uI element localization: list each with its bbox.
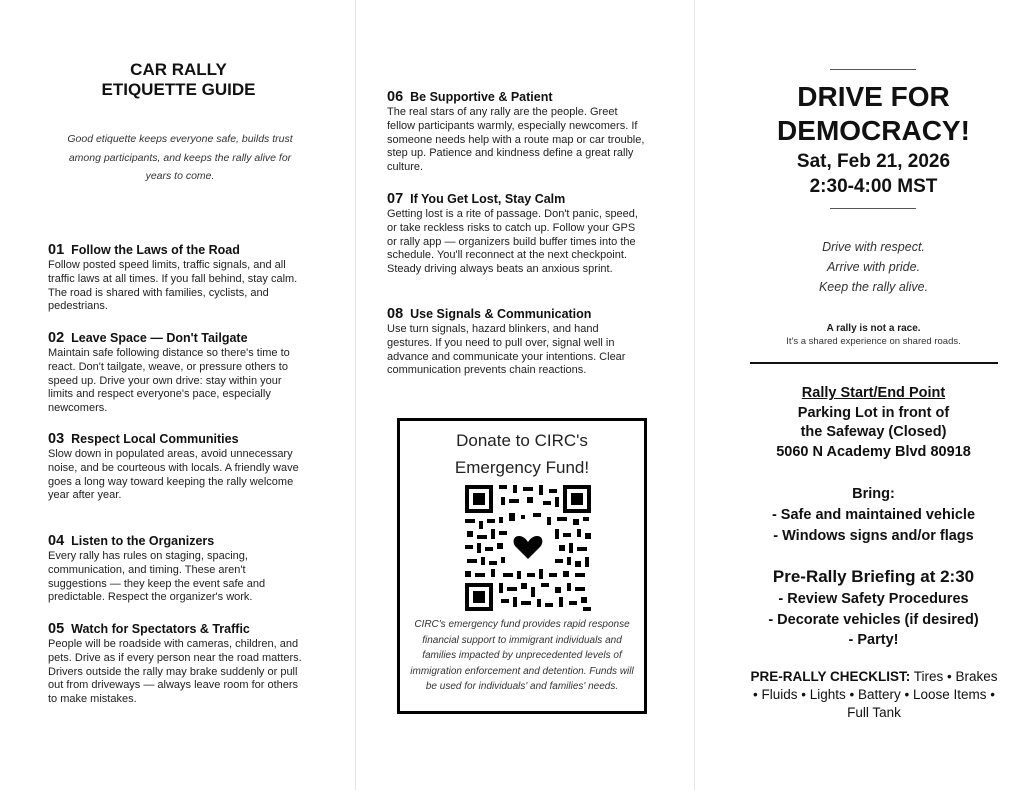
rule-title: Leave Space — Don't Tailgate xyxy=(71,331,248,345)
rule-number: 06 xyxy=(387,89,404,105)
rule-item xyxy=(48,330,306,416)
list-item: - Decorate vehicles (if desired) xyxy=(768,611,979,628)
rule-item xyxy=(48,431,306,503)
briefing-list xyxy=(695,565,1032,651)
donate-caption: CIRC's emergency fund provides rapid response financial support to immigrant individuals and families impacted by unprecedented levels of immigration enforcement and detention. Funds will be used for individuals' and families' needs. xyxy=(410,619,634,693)
rule-body: Slow down in populated areas, avoid unnecessary noise, and be courteous with locals. A friendly wave goes a long way toward keeping the rally welcome year after year. xyxy=(48,448,299,502)
start-heading: Rally Start/End Point xyxy=(801,385,946,401)
rule-title: Use Signals & Communication xyxy=(410,307,592,321)
rule-number: 08 xyxy=(387,306,404,322)
rule-item xyxy=(48,621,306,707)
checklist-label: PRE-RALLY CHECKLIST: xyxy=(750,669,911,684)
qr-code-icon[interactable] xyxy=(463,483,593,613)
rule-title: Listen to the Organizers xyxy=(71,534,215,548)
rule-title: Respect Local Communities xyxy=(71,432,239,446)
rule-number: 02 xyxy=(48,330,65,346)
rule-item xyxy=(387,191,645,277)
guide-intro: Good etiquette keeps everyone safe, builds trust among participants, and keeps the rally alive for years to come. xyxy=(67,133,293,182)
rule-body: Use turn signals, hazard blinkers, and hand gestures. If you need to pull over, signal well in advance and communicate your intentions. Clear communication prevents chain reactions. xyxy=(387,323,626,377)
rule-number: 04 xyxy=(48,533,65,549)
rule-body: The real stars of any rally are the people. Greet fellow participants warmly, especially newcomers. If someone needs help with a route map or car trouble, step up. Patience and kindness define a great rally culture. xyxy=(387,106,645,174)
panel-etiquette-continued xyxy=(357,0,695,790)
divider xyxy=(830,208,916,209)
bring-list xyxy=(695,484,1032,547)
donate-title: Donate to CIRC's Emergency Fund! xyxy=(454,431,590,477)
panel-event-details xyxy=(695,0,1032,790)
rule-item xyxy=(387,89,645,175)
rule-number: 03 xyxy=(48,431,65,447)
rule-title: Be Supportive & Patient xyxy=(410,90,553,104)
start-point: Rally Start/End Point Parking Lot in front of the Safeway (Closed) 5060 N Academy Blvd 80918 xyxy=(695,384,1032,462)
rule-number: 05 xyxy=(48,621,65,637)
rule-body: Getting lost is a rite of passage. Don't panic, speed, or take reckless risks to catch up. Follow your GPS or rally app — organizers build buffer times into the schedule. You'll reconnect at the next checkpoint. Steady driving always beats an anxious sprint. xyxy=(387,208,638,276)
rule-body: Every rally has rules on staging, spacing, communication, and timing. These aren't suggestions — they keep the event safe and predictable. Respect the organizer's work. xyxy=(48,550,266,604)
list-item: - Party! xyxy=(848,632,899,648)
event-title: DRIVE FOR DEMOCRACY! xyxy=(777,81,970,146)
list-item: - Safe and maintained vehicle xyxy=(771,507,976,523)
list-item: - Windows signs and/or flags xyxy=(773,528,974,544)
briefing-heading: Pre-Rally Briefing at 2:30 xyxy=(772,567,975,586)
rule-number: 07 xyxy=(387,191,404,207)
event-datetime: Sat, Feb 21, 2026 2:30-4:00 MST xyxy=(796,151,951,197)
panel-etiquette-guide xyxy=(0,0,357,790)
rule-title: Watch for Spectators & Traffic xyxy=(71,622,250,636)
checklist-items: Tires • Brakes • Fluids • Lights • Battery • Loose Items • Full Tank xyxy=(753,669,998,720)
divider xyxy=(750,362,998,364)
rule-title: If You Get Lost, Stay Calm xyxy=(410,192,566,206)
guide-title: CAR RALLY ETIQUETTE GUIDE xyxy=(101,60,256,99)
bring-heading: Bring: xyxy=(852,486,895,502)
list-item: - Review Safety Procedures xyxy=(778,591,969,607)
event-tagline: Drive with respect. Arrive with pride. Keep the rally alive. xyxy=(818,240,929,294)
rule-item xyxy=(48,533,306,605)
not-a-race-note: A rally is not a race. It's a shared experience on shared roads. xyxy=(786,323,961,347)
rule-body: Maintain safe following distance so there's time to react. Don't tailgate, weave, or pressure others to speed up. Drive your own drive: stay within your limits and respect everyone's pace, especially newcomers. xyxy=(48,347,290,415)
address: 5060 N Academy Blvd 80918 xyxy=(776,443,971,460)
divider xyxy=(830,69,916,70)
rule-body: Follow posted speed limits, traffic signals, and all traffic laws at all times. If you fall behind, stay calm. The road is shared with families, cyclists, and pedestrians. xyxy=(48,259,298,313)
rule-item xyxy=(48,242,306,314)
rule-number: 01 xyxy=(48,242,65,258)
donate-box xyxy=(397,418,647,714)
rule-title: Follow the Laws of the Road xyxy=(71,243,240,257)
rule-item xyxy=(387,306,645,378)
pre-rally-checklist xyxy=(750,668,998,722)
rule-body: People will be roadside with cameras, children, and pets. Drive as if every person near the road matters. Drivers outside the rally may brake suddenly or pull out from driveways — always leave room for others to make mistakes. xyxy=(48,638,302,706)
